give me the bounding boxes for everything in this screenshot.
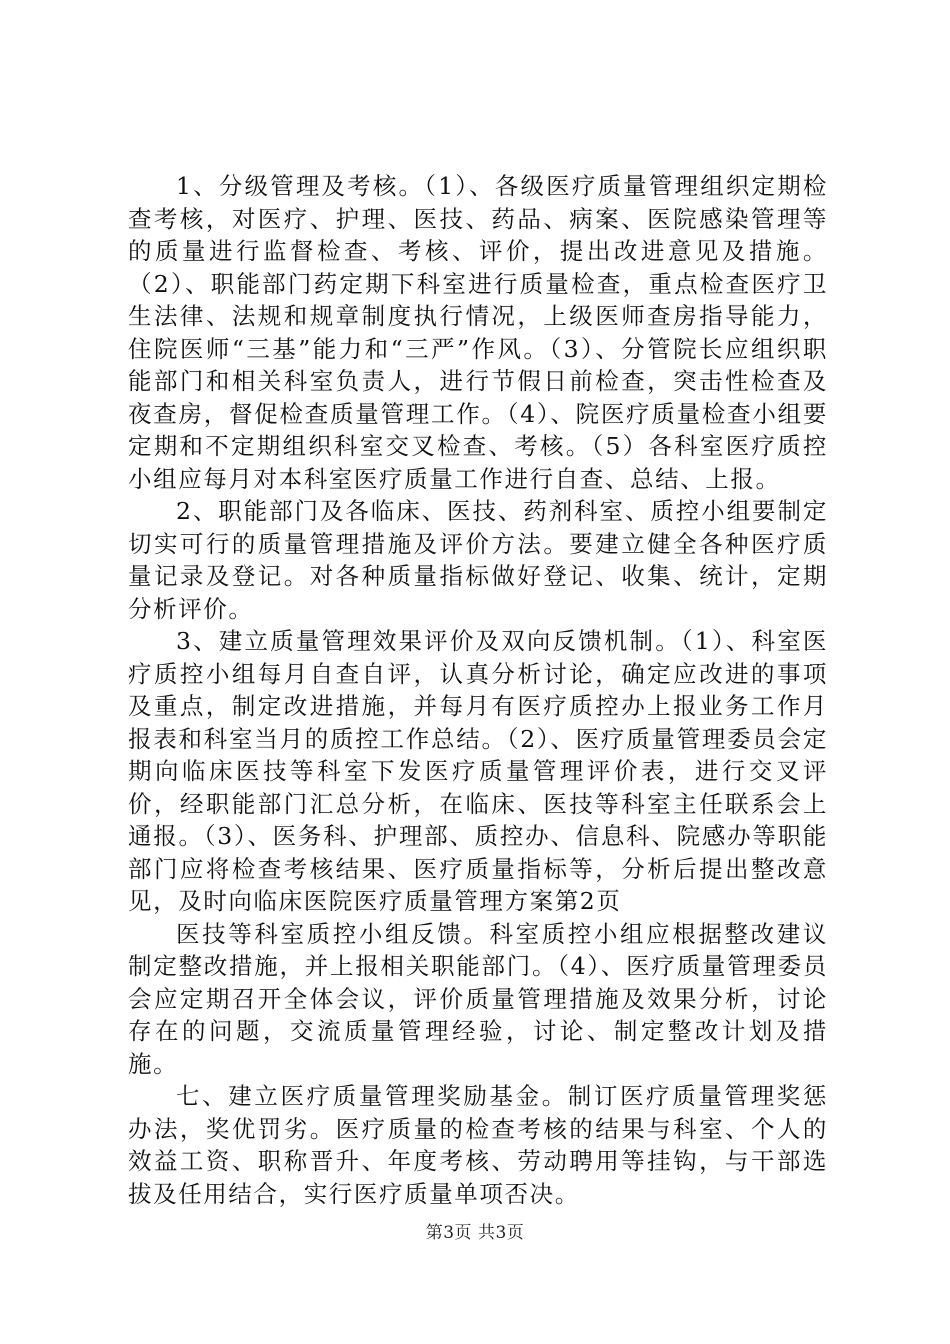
paragraph-feedback-mechanism: 3、建立质量管理效果评价及双向反馈机制。（1）、科室医疗质控小组每月自查自评，认真分析讨论，确定应改进的事项及重点，制定改进措施，并每月有医疗质控办上报业务工作月报表和科室当月的质控工作总结。（2）、医疗质量管理委员会定期向临床医技等科室下发医疗质量管理评价表，进行交叉评价，经职能部门汇总分析，在临床、医技等科室主任联系会上通报。（3）、医务科、护理部、质控办、信息科、院感办等职能部门应将检查考核结果、医疗质量指标等，分析后提出整改意见，及时向临床医院医疗质量管理方案第2页 — [128, 627, 828, 915]
paragraph-grading-management: 1、分级管理及考核。（1）、各级医疗质量管理组织定期检查考核，对医疗、护理、医技、药品、病案、医院感染管理等的质量进行监督检查、考核、评价，提出改进意见及措施。（2）、职能部门药定期下科室进行质量检查，重点检查医疗卫生法律、法规和规章制度执行情况，上级医师查房指导能力，住院医师“三基”能力和“三严”作风。（3）、分管院长应组织职能部门和相关科室负责人，进行节假日前检查，突击性检查及夜查房，督促检查质量管理工作。（4）、院医疗质量检查小组要定期和不定期组织科室交叉检查、考核。（5）各科室医疗质控小组应每月对本科室医疗质量工作进行自查、总结、上报。 — [128, 172, 828, 493]
document-body — [128, 170, 828, 1210]
page-number-footer: 第3页 共3页 — [425, 1223, 525, 1243]
paragraph-quality-measures: 2、职能部门及各临床、医技、药剂科室、质控小组要制定切实可行的质量管理措施及评价方法。要建立健全各种医疗质量记录及登记。对各种质量指标做好登记、收集、统计，定期分析评价。 — [128, 497, 828, 623]
paragraph-incentive-fund: 七、建立医疗质量管理奖励基金。制订医疗质量管理奖惩办法，奖优罚劣。医疗质量的检查考核的结果与科室、个人的效益工资、职称晋升、年度考核、劳动聘用等挂钩，与干部选拔及任用结合，实行医疗质量单项否决。 — [128, 1082, 828, 1208]
paragraph-feedback-continued: 医技等科室质控小组反馈。科室质控小组应根据整改建议制定整改措施，并上报相关职能部门。（4）、医疗质量管理委员会应定期召开全体会议，评价质量管理措施及效果分析，讨论存在的问题，交流质量管理经验，讨论、制定整改计划及措施。 — [128, 919, 828, 1078]
